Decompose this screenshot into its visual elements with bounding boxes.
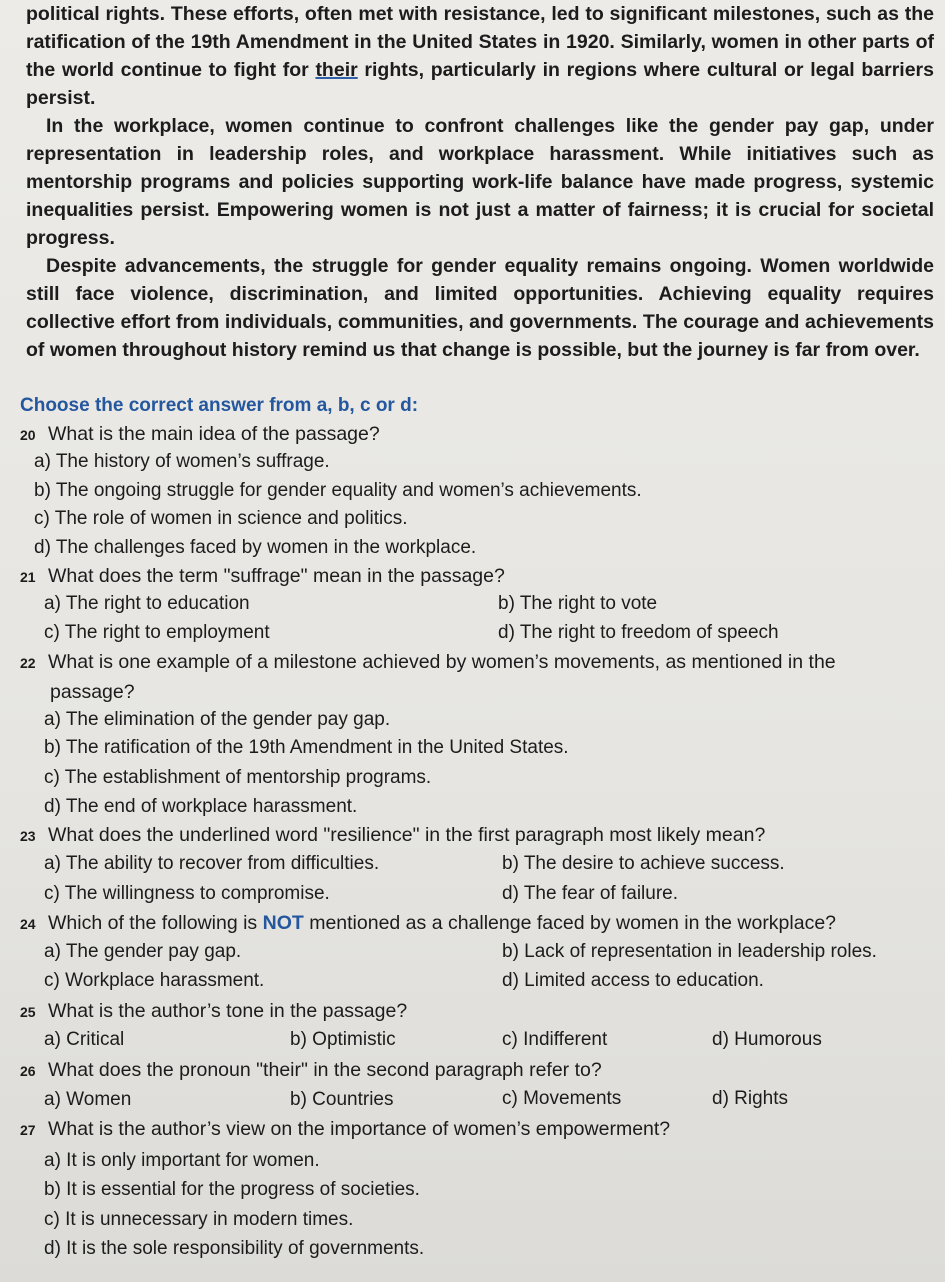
option-b[interactable]: b) Countries [290,1089,394,1110]
question-number: 22 [20,655,36,671]
question-number: 20 [20,427,36,443]
option-c[interactable]: c) Indifferent [502,1029,608,1050]
option-c[interactable]: c) The role of women in science and politics. [34,508,408,529]
option-d[interactable]: d) Humorous [712,1029,822,1050]
option-a[interactable]: a) Critical [44,1029,125,1050]
option-a[interactable]: a) The ability to recover from difficulties. [44,853,380,874]
option-a[interactable]: a) The right to education [44,593,250,614]
option-d[interactable]: d) The fear of failure. [502,883,679,904]
option-d[interactable]: d) The challenges faced by women in the workplace. [34,537,477,558]
option-a[interactable]: a) The history of women’s suffrage. [34,451,330,472]
option-a[interactable]: a) It is only important for women. [44,1150,320,1171]
question-number: 21 [20,569,36,585]
option-b[interactable]: b) The ratification of the 19th Amendment in the United States. [44,737,569,758]
question-text: What does the pronoun "their" in the second paragraph refer to? [48,1059,602,1081]
question-text: What does the term "suffrage" mean in the passage? [48,565,505,587]
option-d[interactable]: d) Rights [712,1088,789,1109]
option-c[interactable]: c) It is unnecessary in modern times. [44,1209,354,1230]
option-a[interactable]: a) Women [44,1089,132,1110]
instruction-heading: Choose the correct answer from a, b, c or d: [20,395,419,416]
question-number: 23 [20,828,36,844]
passage-paragraph-3: Despite advancements, the struggle for gender equality remains ongoing. Women worldwide still face violence, discrimination, and limited opportunities. Achieving equality requires collective effort from individuals, communities, and governments. The courage and achievements of women throughout history remind us that change is possible, but the journey is far from over. [26,255,934,361]
question-number: 27 [20,1122,36,1138]
question-number: 24 [20,916,36,932]
option-b[interactable]: b) The ongoing struggle for gender equality and women’s achievements. [34,480,642,501]
option-d[interactable]: d) The end of workplace harassment. [44,796,358,817]
question-text: What is the main idea of the passage? [48,423,380,445]
option-b[interactable]: b) The right to vote [498,593,658,614]
question-text: What is the author’s tone in the passage? [48,1000,408,1022]
emphasis-not: NOT [262,912,304,934]
question-number: 26 [20,1063,36,1079]
question-number: 25 [20,1004,36,1020]
question-text: What is one example of a milestone achieved by women’s movements, as mentioned in the [48,651,836,673]
passage-paragraph-1: political rights. These efforts, often met with resistance, led to significant milestones, such as the ratification of the 19th Amendment in the United States in 1920. Similarly, women in other parts of the world continue to fight for their rights, particularly in regions where cultural or legal barriers persist. [26,3,934,109]
option-c[interactable]: c) Movements [502,1088,622,1109]
question-text: Which of the following is NOT mentioned as a challenge faced by women in the workplace? [48,912,837,934]
option-d[interactable]: d) It is the sole responsibility of governments. [44,1238,425,1259]
reading-passage [26,0,934,364]
option-c[interactable]: c) The right to employment [44,622,270,643]
option-c[interactable]: c) The establishment of mentorship programs. [44,767,432,788]
underlined-word-their: their [315,59,358,81]
option-d[interactable]: d) Limited access to education. [502,970,764,991]
question-text: What does the underlined word "resilience" in the first paragraph most likely mean? [48,824,766,846]
option-b[interactable]: b) Lack of representation in leadership roles. [502,941,877,962]
passage-paragraph-2: In the workplace, women continue to confront challenges like the gender pay gap, under representation in leadership roles, and workplace harassment. While initiatives such as mentorship programs and policies supporting work-life balance have made progress, systemic inequalities persist. Empowering women is not just a matter of fairness; it is crucial for societal progress. [26,115,934,249]
option-a[interactable]: a) The elimination of the gender pay gap. [44,709,391,730]
option-a[interactable]: a) The gender pay gap. [44,941,242,962]
option-c[interactable]: c) Workplace harassment. [44,970,265,991]
question-text-continued: passage? [50,681,135,703]
question-text: What is the author’s view on the importance of women’s empowerment? [48,1118,671,1140]
option-b[interactable]: b) Optimistic [290,1029,396,1050]
option-b[interactable]: b) It is essential for the progress of societies. [44,1179,420,1200]
option-c[interactable]: c) The willingness to compromise. [44,883,330,904]
option-b[interactable]: b) The desire to achieve success. [502,853,785,874]
option-d[interactable]: d) The right to freedom of speech [498,622,779,643]
